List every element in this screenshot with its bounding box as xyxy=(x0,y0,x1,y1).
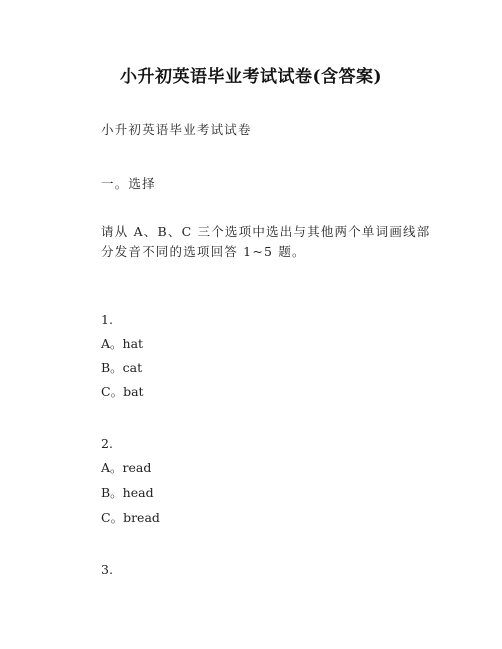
option-b: B。cat xyxy=(101,360,143,375)
document-subtitle: 小升初英语毕业考试试卷 xyxy=(101,122,252,137)
section-heading: 一。选择 xyxy=(101,176,156,191)
question-number: 2. xyxy=(101,436,113,451)
document-title: 小升初英语毕业考试试卷(含答案) xyxy=(119,67,383,87)
option-a: A。read xyxy=(101,460,152,475)
question-number: 1. xyxy=(101,312,113,327)
option-b: B。head xyxy=(101,485,154,500)
option-c: C。bread xyxy=(101,510,160,525)
option-c: C。bat xyxy=(101,384,144,399)
instruction-paragraph: 请从 A、B、C 三个选项中选出与其他两个单词画线部分发音不同的选项回答 1~5 题。 xyxy=(101,224,431,259)
question-number: 3. xyxy=(101,562,113,577)
option-a: A。hat xyxy=(101,336,144,351)
